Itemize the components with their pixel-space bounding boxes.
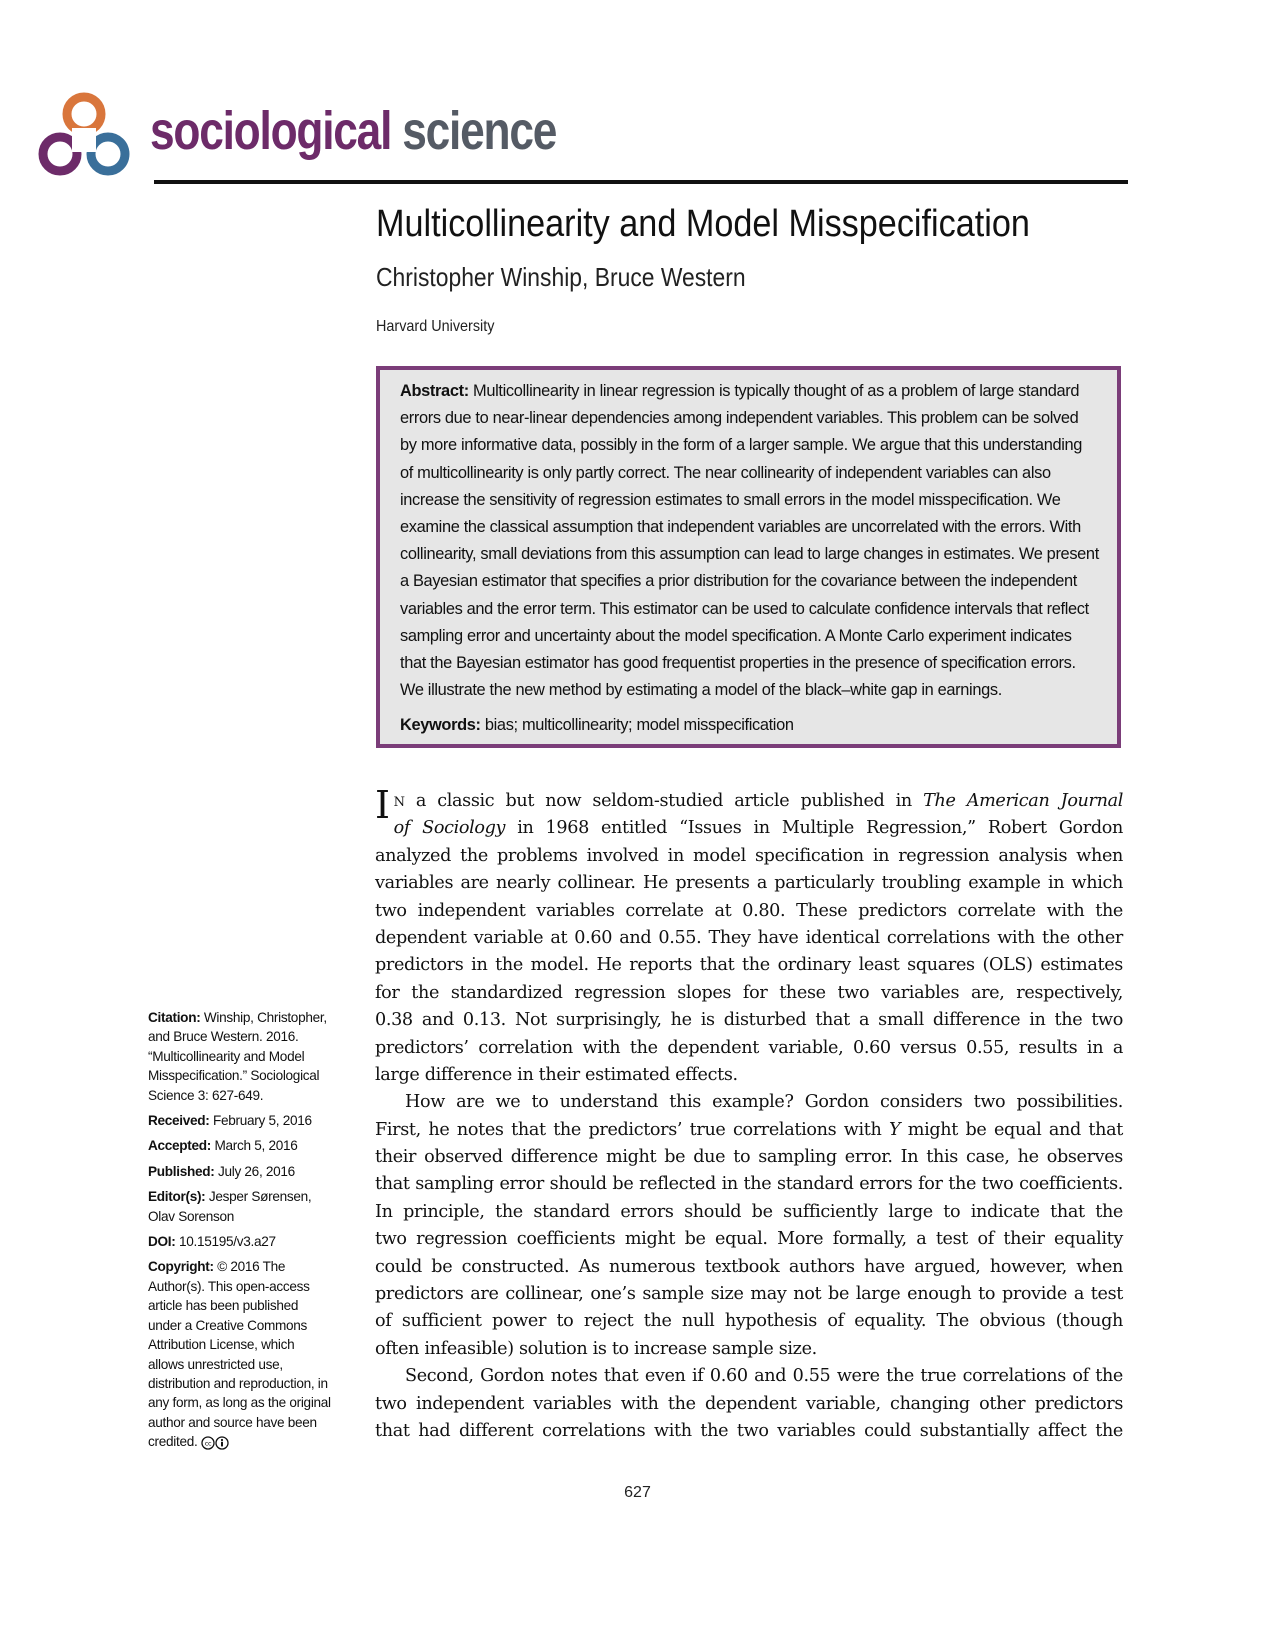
- triskelion-logo-icon: [34, 88, 134, 188]
- accepted: [148, 1136, 332, 1155]
- body-line: dependent variable at 0.60 and 0.55. They have identical correlations with the other: [375, 927, 1123, 948]
- body-line: analyzed the problems involved in model specification in regression analysis when: [375, 845, 1123, 866]
- article-affiliation: Harvard University: [376, 318, 495, 335]
- citation: [148, 1008, 332, 1105]
- body-span: First, he notes that the predictors’ true correlations with: [375, 1119, 889, 1140]
- abstract-line: of multicollinearity is only partly correct. The near collinearity of independent variables can also: [400, 463, 1051, 482]
- creative-commons-by-icon: [201, 1436, 229, 1450]
- body-line: Second, Gordon notes that even if 0.60 and 0.55 were the true correlations of the: [405, 1366, 1123, 1387]
- body-line: [375, 815, 1123, 842]
- math-variable: Y: [888, 1119, 901, 1140]
- citation-text: Winship, Christopher, and Bruce Western. 2016. “Multicollinearity and Model Misspecification.” Sociological Science 3: 627-649.: [148, 1010, 327, 1103]
- drop-cap: I: [375, 783, 390, 827]
- received-label: Received:: [148, 1113, 210, 1129]
- published-label: Published:: [148, 1163, 215, 1179]
- body-text: [375, 783, 1123, 1445]
- body-span: might be equal and that: [900, 1119, 1123, 1140]
- abstract-line: collinearity, small deviations from this assumption can lead to large changes in estimates. We present: [400, 545, 1099, 564]
- body-line: In principle, the standard errors should be sufficiently large to indicate that the: [375, 1201, 1123, 1222]
- body-line: variables are nearly collinear. He presents a particularly troubling example in which: [375, 873, 1123, 894]
- body-line: How are we to understand this example? Gordon considers two possibilities.: [405, 1092, 1123, 1113]
- abstract-line: a Bayesian estimator that specifies a prior distribution for the covariance between the independent: [400, 572, 1077, 591]
- abstract-line: by more informative data, possibly in the form of a larger sample. We argue that this understanding: [400, 436, 1083, 455]
- published-date: July 26, 2016: [217, 1163, 295, 1179]
- accepted-date: March 5, 2016: [214, 1138, 298, 1154]
- abstract-line: We illustrate the new method by estimating a model of the black–white gap in earnings.: [400, 681, 1002, 700]
- keywords: [400, 712, 1097, 739]
- copyright-text: © 2016 The Author(s). This open-access article has been published under a Creative Commons Attribution License, which allows unrestricted use, distribution and reproduction, in any form, as long as the original author and source have been credited.: [148, 1259, 331, 1450]
- doi: [148, 1232, 332, 1251]
- article-title: Multicollinearity and Model Misspecification: [376, 203, 1030, 245]
- body-line: predictors’ correlation with the dependent variable, 0.60 versus 0.55, results in a: [375, 1037, 1123, 1058]
- journal-title-italic: The American Journal: [923, 791, 1123, 811]
- keywords-text: bias; multicollinearity; model misspecification: [484, 716, 794, 735]
- abstract-line: errors due to near-linear dependencies among independent variables. This problem can be solved: [400, 409, 1079, 428]
- doi-value: 10.15195/v3.a27: [178, 1234, 276, 1250]
- body-line: two independent variables with the dependent variable, changing other predictors: [375, 1393, 1123, 1414]
- abstract-box: [376, 366, 1121, 748]
- small-caps: N: [393, 795, 405, 810]
- body-line: [375, 1117, 1123, 1144]
- abstract-line: increase the sensitivity of regression estimates to small errors in the model misspecification. We: [400, 490, 1061, 509]
- received: [148, 1111, 332, 1130]
- editors-names: Jesper Sørensen, Olav Sorenson: [148, 1189, 312, 1224]
- received-date: February 5, 2016: [213, 1113, 312, 1129]
- svg-text:cc: cc: [204, 1439, 212, 1448]
- journal-name-part1: sociological: [150, 101, 392, 161]
- editors-label: Editor(s):: [148, 1189, 206, 1205]
- body-span: a classic but now seldom-studied article published in: [404, 791, 924, 811]
- body-line: predictors are collinear, one’s sample size may not be large enough to provide a test: [375, 1284, 1123, 1305]
- article-authors: Christopher Winship, Bruce Western: [376, 262, 746, 292]
- journal-name-part2: science: [402, 101, 557, 161]
- published: [148, 1162, 332, 1181]
- abstract-line: sampling error and uncertainty about the model specification. A Monte Carlo experiment indicates: [400, 626, 1072, 645]
- abstract-label: Abstract:: [400, 382, 469, 400]
- copyright: [148, 1257, 332, 1451]
- abstract-line: examine the classical assumption that independent variables are uncorrelated with the errors. With: [400, 518, 1081, 537]
- body-line: their observed difference might be due to sampling error. In this case, he observes: [375, 1147, 1123, 1168]
- abstract-line: that the Bayesian estimator has good frequentist properties in the presence of specification errors.: [400, 654, 1076, 673]
- citation-label: Citation:: [148, 1010, 201, 1025]
- abstract-line: variables and the error term. This estimator can be used to calculate confidence intervals that reflect: [400, 599, 1089, 618]
- body-line: [375, 788, 1123, 815]
- body-line: that had different correlations with the two variables could substantially affect the: [375, 1420, 1123, 1441]
- body-line: could be constructed. As numerous textbook authors have argued, however, when: [375, 1256, 1123, 1277]
- body-line: predictors in the model. He reports that the ordinary least squares (OLS) estimates: [375, 955, 1123, 976]
- body-line: large difference in their estimated effects.: [375, 1064, 738, 1085]
- accepted-label: Accepted:: [148, 1138, 212, 1154]
- editors: [148, 1187, 332, 1226]
- doi-label: DOI:: [148, 1234, 176, 1250]
- body-line: two regression coefficients might be equal. More formally, a test of their equality: [375, 1229, 1123, 1250]
- body-line: of sufficient power to reject the null hypothesis of equality. The obvious (though: [375, 1311, 1123, 1332]
- copyright-label: Copyright:: [148, 1259, 214, 1275]
- abstract-line: [400, 378, 1097, 405]
- body-line: that sampling error should be reflected in the standard errors for the two coefficients.: [375, 1174, 1123, 1195]
- body-line: often infeasible) solution is to increase sample size.: [375, 1338, 817, 1359]
- body-line: 0.38 and 0.13. Not surprisingly, he is disturbed that a small difference in the two: [375, 1010, 1123, 1031]
- article-sidebar: [148, 1008, 332, 1458]
- abstract-text: Multicollinearity in linear regression is typically thought of as a problem of large standard: [473, 382, 1080, 400]
- journal-title-italic: of Sociology: [393, 818, 506, 839]
- journal-name: [150, 101, 557, 161]
- body-line: for the standardized regression slopes for these two variables are, respectively,: [375, 982, 1123, 1003]
- body-line: two independent variables correlate at 0.80. These predictors correlate with the: [375, 900, 1123, 921]
- body-span: in 1968 entitled “Issues in Multiple Regression,” Robert Gordon: [505, 818, 1123, 839]
- header-rule: [154, 180, 1128, 184]
- keywords-label: Keywords:: [400, 716, 481, 735]
- page-number: 627: [624, 1484, 651, 1501]
